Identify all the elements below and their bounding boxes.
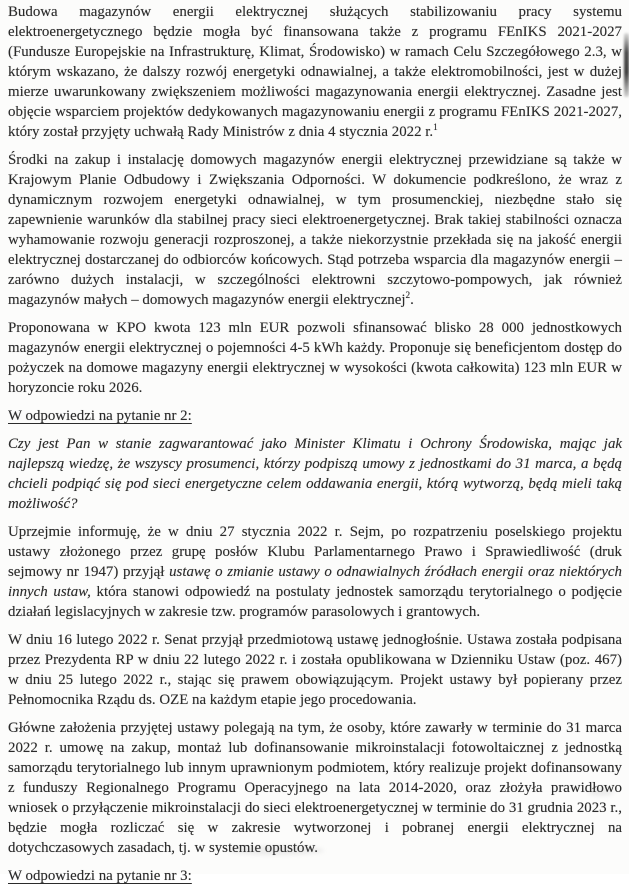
footnote-ref-2: 2 — [405, 290, 411, 301]
scan-smudge — [228, 846, 324, 855]
paragraph-kpo-srodki-text: Środki na zakup i instalację domowych magazynów energii elektrycznej przewidziane są także w Krajowym Planie Odbudowy i Zwiększania Odporności. W dokumencie podkreślono, że wraz z dynamicznym rozwojem energetyki odnawialnej, w tym prosumenckiej, niezbędne stało się zapewnienie warunków dla stabilnej pracy sieci elektroenergetycznej. Brak takiej stabilności oznacza wyhamowanie rozwoju generacji rozproszonej, a także niekorzystnie przekłada się na jakość energii elektrycznej dostarczanej do odbiorców końcowych. Stąd potrzeba wsparcia dla magazynów energii – zarówno dużych instalacji, w szczególności elektrowni szczytowo-pompowych, jak również magazynów małych – domowych magazynów energii elektrycznej — [8, 152, 622, 308]
heading-response-q2 — [8, 406, 622, 426]
paragraph-sejm-ustawa-act-title: ustawę o zmianie ustawy o odnawialnych źródłach energii oraz niektórych innych ustaw, — [8, 564, 622, 600]
paragraph-kpo-srodki — [8, 150, 622, 310]
question-q2-text: Czy jest Pan w stanie zagwarantować jako Minister Klimatu i Ochrony Środowiska, mając jak najlepszą wiedzę, że wszyscy prosumenci, którzy podpiszą umowy z jednostkami do 31 marca, a będą chcieli podpiąć się pod sieci energetyczne celem oddawania energii, którą wytworzą, będą mieli taką możliwość? — [8, 436, 622, 512]
scan-artifact-right-edge — [624, 33, 629, 97]
paragraph-kpo-srodki-suffix: . — [410, 292, 414, 308]
paragraph-senat-prezydent-text: W dniu 16 lutego 2022 r. Senat przyjął przedmiotową ustawę jednogłośnie. Ustawa została podpisana przez Prezydenta RP w dniu 22 lutego 2022 r. i została opublikowana w Dzienniku Ustaw (poz. 467) w dniu 25 lutego 2022 r., stając się prawem obowiązującym. Projekt ustawy był popierany przez Pełnomocnika Rządu ds. OZE na każdym etapie jego procedowania. — [8, 632, 622, 708]
heading-response-q3 — [8, 866, 622, 886]
scan-smudge — [588, 788, 614, 796]
paragraph-sejm-ustawa-before: Uprzejmie informuję, że w dniu 27 stycznia 2022 r. Sejm, po rozpatrzeniu poselskiego projektu ustawy złożonego przez grupę posłów Klubu Parlamentarnego Prawo i Sprawiedliwość (druk sejmowy nr 1947) przyjął — [8, 524, 622, 580]
heading-response-q2-text: W odpowiedzi na pytanie nr 2: — [8, 408, 192, 424]
paragraph-kpo-kwota — [8, 318, 622, 398]
paragraph-glowne-zalozenia — [8, 718, 622, 858]
paragraph-glowne-zalozenia-text: Główne założenia przyjętej ustawy polegają na tym, że osoby, które zawarły w terminie do 31 marca 2022 r. umowę na zakup, montaż lub dofinansowanie mikroinstalacji fotowoltaicznej z jednostką samorządu terytorialnego lub innym uprawnionym podmiotem, który realizuje projekt dofinansowany z funduszy Regionalnego Programu Operacyjnego na lata 2014-2020, oraz złożyła prawidłowo wniosek o przyłączenie mikroinstalacji do sieci elektroenergetycznej w terminie do 31 grudnia 2023 r., będzie mogła rozliczać się w zakresie wytworzonej i pobranej energii elektrycznej na dotychczasowych zasadach, tj. w systemie opustów. — [8, 720, 622, 856]
heading-response-q3-text: W odpowiedzi na pytanie nr 3: — [8, 868, 192, 884]
paragraph-feniks-text: Budowa magazynów energii elektrycznej służących stabilizowaniu pracy systemu elektroenergetycznego będzie mogła być finansowana także z programu FEnIKS 2021-2027 (Fundusze Europejskie na Infrastrukturę, Klimat, Środowisko) w ramach Celu Szczegółowego 2.3, w którym wskazano, że dalszy rozwój energetyki odnawialnej, a także elektromobilności, jest w dużej mierze uwarunkowany zwiększeniem możliwości magazynowania energii elektrycznej. Zasadne jest objęcie wsparciem projektów dedykowanych magazynowaniu energii z programu FEnIKS 2021-2027, który został przyjęty uchwałą Rady Ministrów z dnia 4 stycznia 2022 r. — [8, 4, 622, 140]
footnote-ref-1: 1 — [433, 122, 438, 133]
paragraph-feniks — [8, 2, 622, 142]
question-q2 — [8, 434, 622, 514]
paragraph-kpo-kwota-text: Proponowana w KPO kwota 123 mln EUR pozwoli sfinansować blisko 28 000 jednostkowych magazynów energii elektrycznej o pojemności 4-5 kWh każdy. Proponuje się beneficjentom dostęp do pożyczek na domowe magazyny energii elektrycznej w wysokości (kwota całkowita) 123 mln EUR w horyzoncie roku 2026. — [8, 320, 622, 396]
paragraph-senat-prezydent — [8, 630, 622, 710]
paragraph-sejm-ustawa-after: która stanowi odpowiedź na postulaty jednostek samorządu terytorialnego o podjęcie działań legislacyjnych w zakresie tzw. programów parasolowych i grantowych. — [8, 584, 622, 620]
paragraph-sejm-ustawa — [8, 522, 622, 622]
